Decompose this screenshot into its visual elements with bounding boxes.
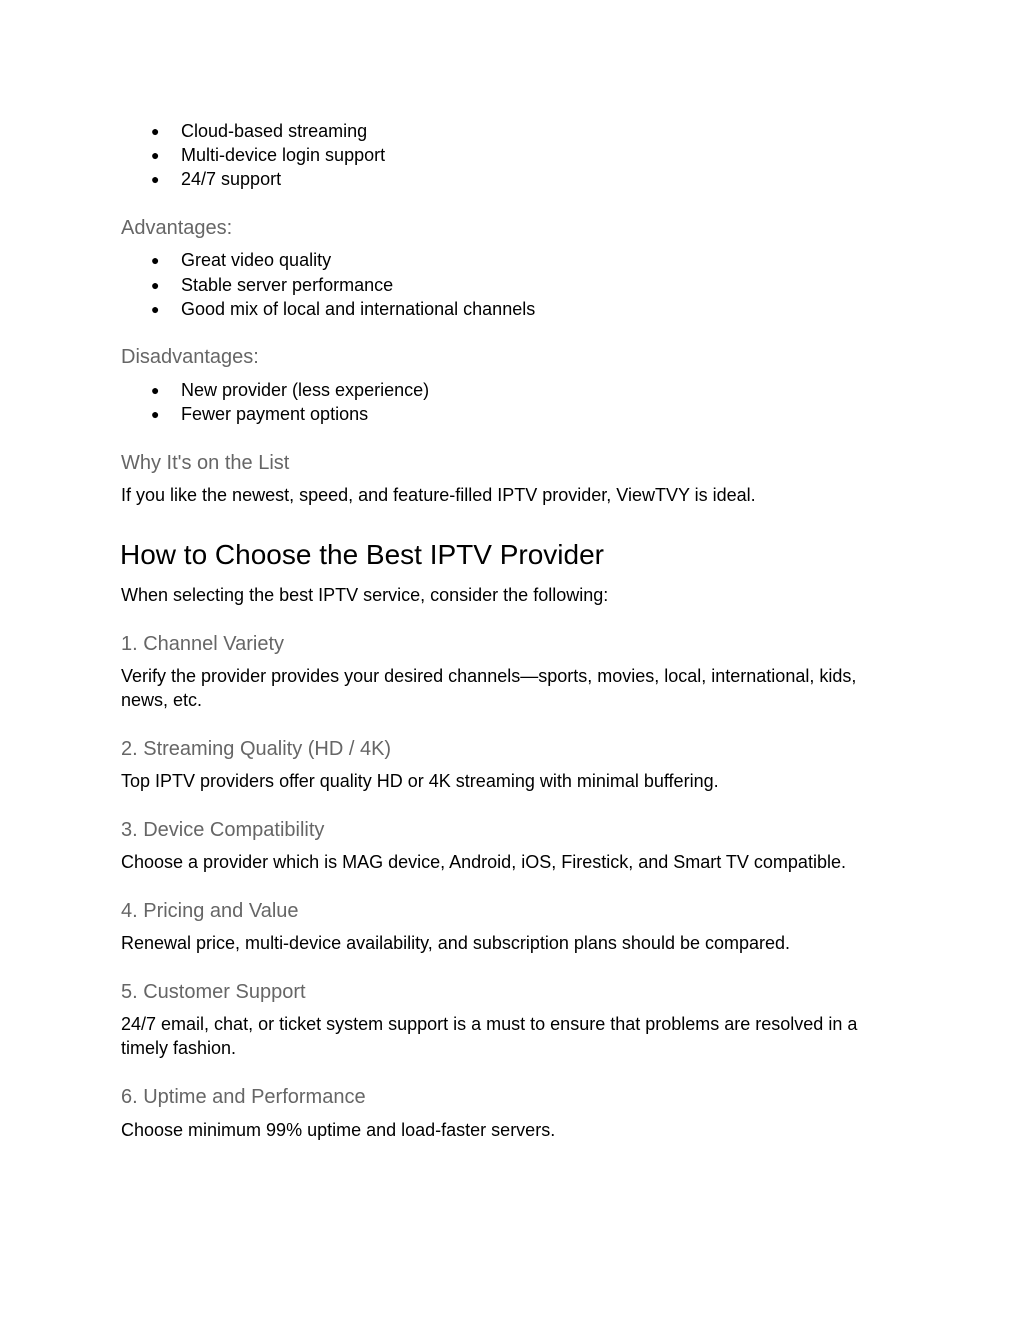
criteria-text: timely fashion. [121, 1038, 237, 1058]
why-heading: Why It's on the List [121, 452, 290, 474]
advantages-heading: Advantages: [121, 217, 233, 239]
section-title: How to Choose the Best IPTV Provider [120, 539, 604, 570]
bullet: ● [151, 406, 160, 422]
list-item: Great video quality [181, 250, 332, 270]
bullet: ● [151, 252, 160, 268]
criteria-heading: 4. Pricing and Value [121, 900, 299, 922]
criteria-heading: 2. Streaming Quality (HD / 4K) [121, 738, 392, 760]
bullet: ● [151, 277, 160, 293]
list-item: Good mix of local and international channels [181, 299, 536, 319]
criteria-heading: 5. Customer Support [121, 981, 306, 1003]
criteria-text: Choose minimum 99% uptime and load-faster servers. [121, 1120, 556, 1140]
list-item: Multi-device login support [181, 145, 386, 165]
criteria-text: Top IPTV providers offer quality HD or 4K streaming with minimal buffering. [121, 771, 719, 791]
why-text: If you like the newest, speed, and feature-filled IPTV provider, ViewTVY is ideal. [121, 485, 756, 505]
bullet: ● [151, 382, 160, 398]
criteria-text: Renewal price, multi-device availability, and subscription plans should be compared. [121, 933, 791, 953]
list-item: Fewer payment options [181, 404, 369, 424]
disadvantages-heading: Disadvantages: [121, 346, 259, 368]
criteria-heading: 3. Device Compatibility [121, 819, 325, 841]
criteria-text: Choose a provider which is MAG device, Android, iOS, Firestick, and Smart TV compatible. [121, 852, 846, 872]
bullet: ● [151, 171, 160, 187]
criteria-heading: 1. Channel Variety [121, 633, 285, 655]
list-item: New provider (less experience) [181, 380, 430, 400]
criteria-text: Verify the provider provides your desired channels—sports, movies, local, international, kids, [121, 666, 857, 686]
intro-text: When selecting the best IPTV service, consider the following: [121, 585, 609, 605]
list-item: Stable server performance [181, 275, 394, 295]
bullet: ● [151, 123, 160, 139]
criteria-text: news, etc. [121, 690, 203, 710]
bullet: ● [151, 301, 160, 317]
list-item: 24/7 support [181, 169, 282, 189]
criteria-text: 24/7 email, chat, or ticket system support is a must to ensure that problems are resolved in a [121, 1014, 858, 1034]
criteria-heading: 6. Uptime and Performance [121, 1086, 366, 1108]
bullet: ● [151, 147, 160, 163]
list-item: Cloud-based streaming [181, 121, 368, 141]
